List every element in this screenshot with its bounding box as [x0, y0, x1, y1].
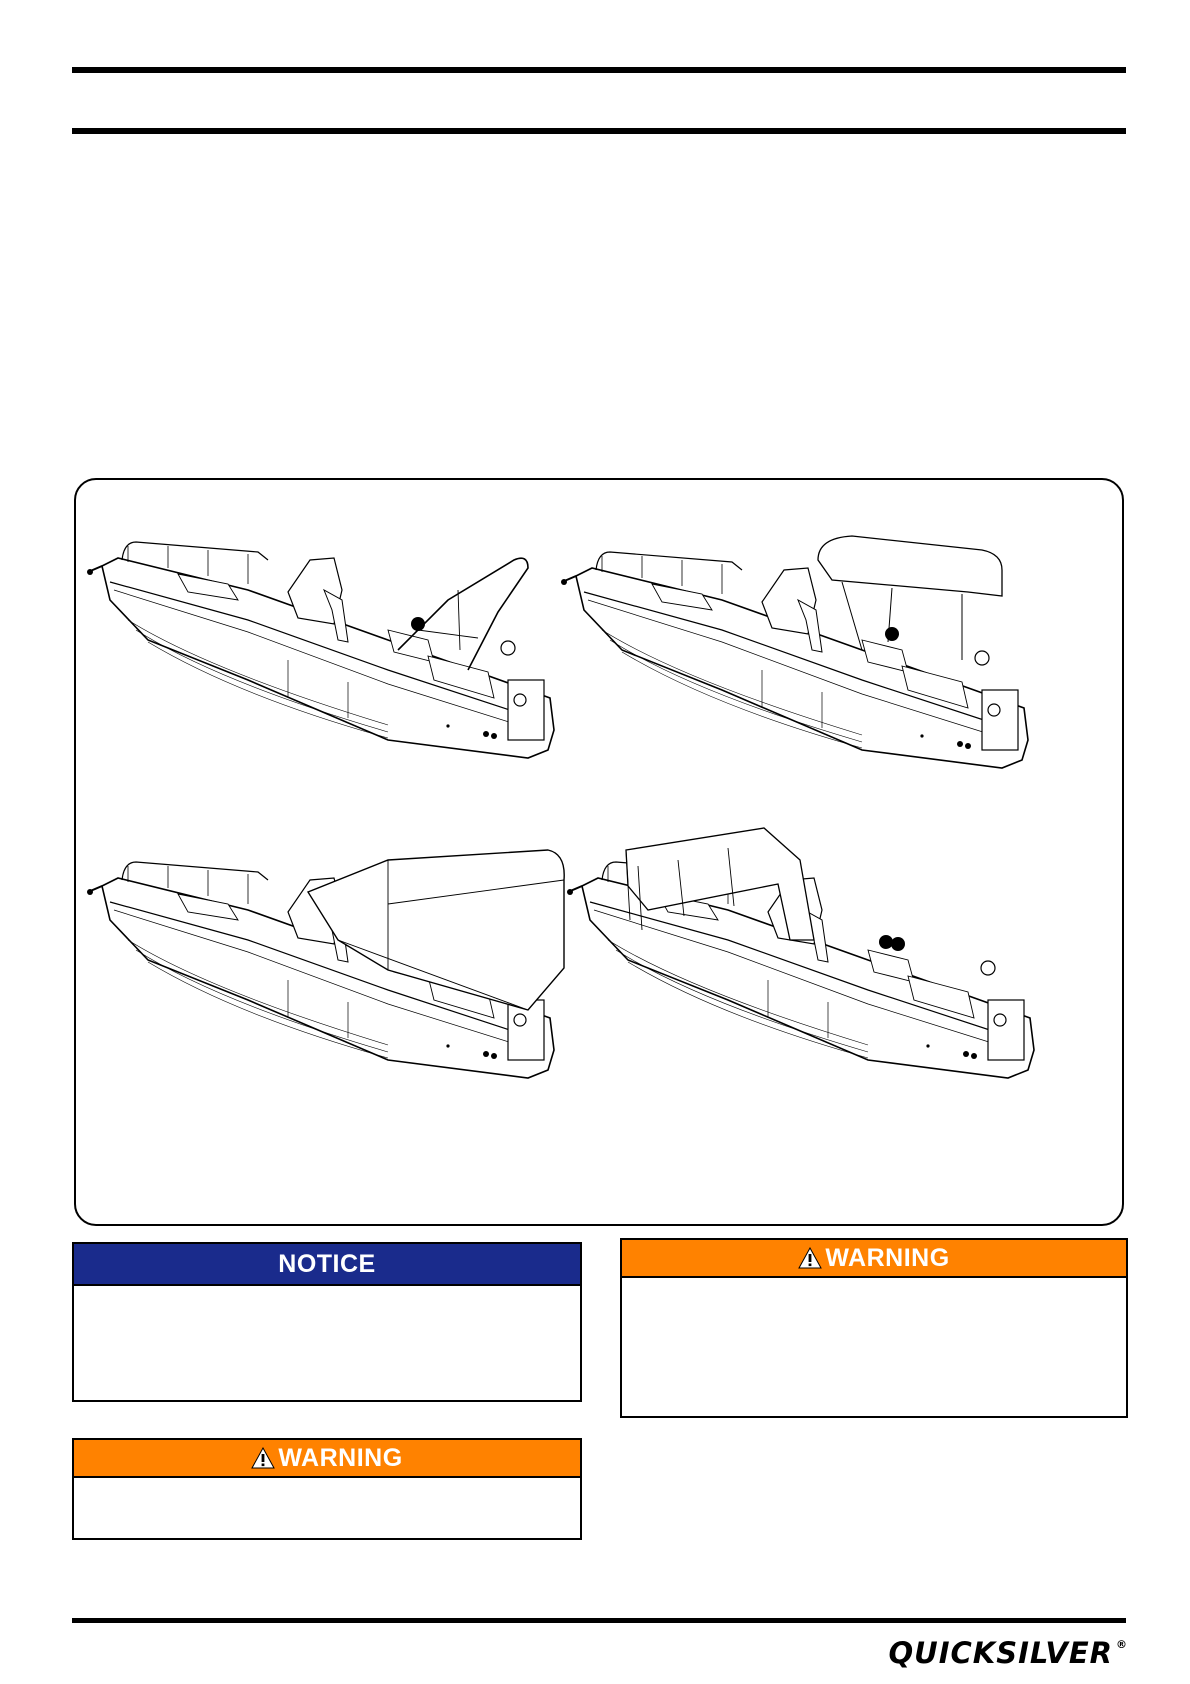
footer-rule	[72, 1618, 1126, 1623]
notice-label	[72, 1242, 582, 1402]
warning-header-left	[74, 1440, 580, 1478]
warning-triangle-icon	[251, 1447, 275, 1469]
boat-with-cockpit-cover	[87, 850, 564, 1078]
notice-title: NOTICE	[278, 1249, 376, 1278]
boat-with-full-canopy	[567, 828, 1034, 1078]
notice-header	[74, 1244, 580, 1286]
boat-configurations-figure	[74, 478, 1124, 1226]
warning-triangle-icon	[798, 1247, 822, 1269]
header-rule-bottom	[72, 128, 1126, 134]
boat-with-bimini-frame	[87, 542, 554, 758]
quicksilver-logo	[889, 1636, 1129, 1670]
warning-label-left	[72, 1438, 582, 1540]
boat-with-bimini-top	[561, 536, 1028, 768]
header-rule-top	[72, 67, 1126, 73]
warning-header-right	[622, 1240, 1126, 1278]
warning-title-left: WARNING	[278, 1443, 403, 1472]
brand-name: QUICKSILVER	[888, 1636, 1113, 1670]
warning-label-right	[620, 1238, 1128, 1418]
warning-title-right: WARNING	[825, 1243, 950, 1272]
registered-mark: ®	[1116, 1638, 1128, 1651]
